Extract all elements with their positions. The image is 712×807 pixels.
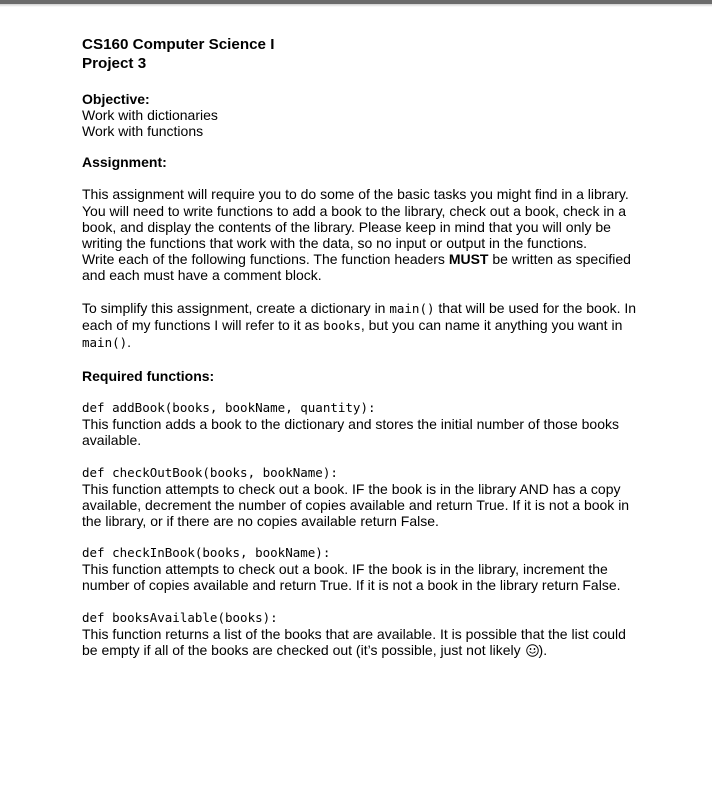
function-description: This function returns a list of the books that are available. It is possible that the list could be empty if all of the books are checked out (it’s possible, just not likely ). — [82, 625, 626, 658]
assignment-paragraph-2: Write each of the following functions. The function headers MUST be written as specified and each must have a comment block. — [82, 251, 631, 284]
required-functions-heading: Required functions: — [82, 368, 215, 385]
function-signature: def checkOutBook(books, bookName): — [82, 464, 338, 480]
assignment-heading: Assignment: — [82, 154, 167, 171]
inline-code-main: main() — [82, 335, 128, 351]
function-description: This function attempts to check out a book. IF the book is in the library, increment the number of copies available and return True. If it is not a book in the library return False. — [82, 561, 621, 594]
document-page — [82, 35, 637, 658]
assignment-paragraph-3: To simplify this assignment, create a dictionary in main() that will be used for the book. In each of my functions I will refer to it as books, but you can name it anything you want in main(). — [82, 299, 637, 351]
assignment-paragraph-1: This assignment will require you to do some of the basic tasks you might find in a library. You will need to write functions to add a book to the library, check out a book, check in a book, and display the contents of the library. Please keep in mind that you will only be writing the functions that work with the data, so no input or output in the functions. — [82, 186, 629, 252]
objective-item: Work with dictionaries — [82, 107, 218, 123]
objective-heading: Objective: — [82, 91, 150, 107]
objective-item: Work with functions — [82, 123, 204, 140]
project-title: Project 3 — [82, 55, 147, 72]
function-signature: def checkInBook(books, bookName): — [82, 545, 331, 561]
inline-code-books: books — [323, 317, 361, 333]
smiley-face-icon — [526, 644, 539, 657]
function-signature: def addBook(books, bookName, quantity): — [82, 400, 376, 416]
course-title: CS160 Computer Science I — [82, 36, 275, 53]
emphasis-must: MUST — [448, 251, 489, 268]
function-description: This function attempts to check out a book. IF the book is in the library AND has a copy available, decrement the number of copies available and return True. If it is not a book in the library, or if there are no copies available return False. — [82, 480, 630, 530]
viewer-top-edge-shadow — [0, 4, 712, 7]
function-signature: def booksAvailable(books): — [82, 609, 278, 625]
function-description: This function adds a book to the dictionary and stores the initial number of those books available. — [82, 416, 619, 449]
inline-code-main: main() — [389, 300, 435, 316]
